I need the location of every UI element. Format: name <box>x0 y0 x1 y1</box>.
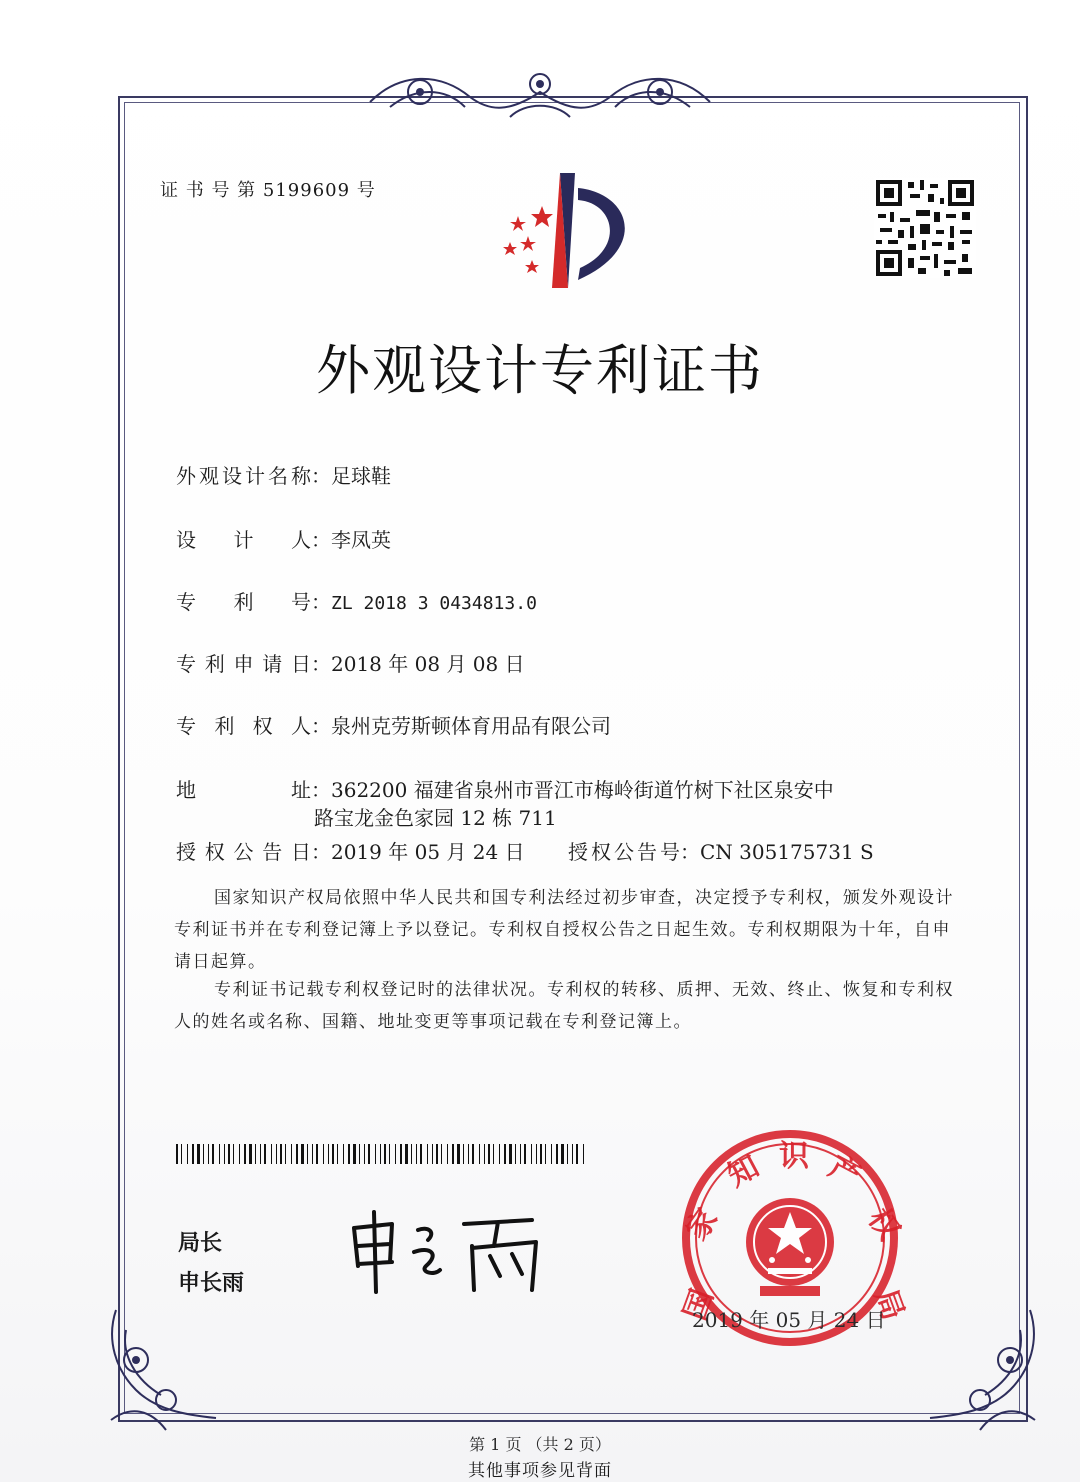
barcode-bar <box>280 1144 282 1164</box>
barcode-bar <box>447 1144 448 1164</box>
barcode-bar <box>452 1144 454 1164</box>
barcode-bar <box>384 1144 386 1164</box>
barcode-icon <box>176 1144 588 1164</box>
barcode-bar <box>296 1144 298 1164</box>
patentee-field <box>176 710 611 739</box>
patentee-label: 专 利 权 人 <box>176 714 311 738</box>
address-value-line1: 362200 福建省泉州市晋江市梅岭街道竹树下社区泉安中 <box>331 778 834 802</box>
barcode-bar <box>228 1144 230 1164</box>
patentee-value: 泉州克劳斯顿体育用品有限公司 <box>331 714 611 738</box>
barcode-bar <box>260 1144 261 1164</box>
barcode-bar <box>203 1144 204 1164</box>
colon: ： <box>311 714 331 738</box>
top-ornament <box>360 62 720 132</box>
barcode-bar <box>192 1144 194 1164</box>
director-signature <box>340 1206 580 1296</box>
barcode-bar <box>197 1144 200 1164</box>
barcode-bar <box>499 1144 500 1164</box>
barcode-bar <box>416 1144 417 1164</box>
designer-field <box>176 524 391 553</box>
barcode-bar <box>244 1144 246 1164</box>
barcode-bar <box>472 1144 474 1164</box>
barcode-bar <box>368 1144 370 1164</box>
barcode-bar <box>545 1144 546 1164</box>
designer-value: 李凤英 <box>331 528 391 552</box>
colon: ： <box>311 840 331 864</box>
colon: ： <box>680 840 700 864</box>
certificate-title: 外观设计专利证书 <box>316 339 764 402</box>
barcode-bar <box>463 1144 464 1164</box>
grant-date-value: 2019 年 05 月 24 日 <box>331 840 525 864</box>
colon: ： <box>311 778 331 802</box>
barcode-bar <box>348 1144 350 1164</box>
barcode-bar <box>181 1144 182 1164</box>
patent-no-label: 专 利 号 <box>176 590 311 614</box>
page-number: 第 1 页 （共 2 页） <box>469 1435 611 1454</box>
barcode-bar <box>524 1144 526 1164</box>
barcode-bar <box>307 1144 308 1164</box>
barcode-bar <box>323 1144 324 1164</box>
svg-text:国: 国 <box>677 1284 721 1325</box>
barcode-bar <box>561 1144 564 1164</box>
barcode-bar <box>405 1144 408 1164</box>
barcode-bar <box>208 1144 209 1164</box>
barcode-bar <box>583 1144 584 1164</box>
barcode-bar <box>441 1144 442 1164</box>
grant-date-field <box>176 836 525 865</box>
barcode-bar <box>359 1144 360 1164</box>
barcode-bar <box>389 1144 390 1164</box>
design-name-value: 足球鞋 <box>331 464 391 488</box>
address-line2 <box>314 802 557 831</box>
barcode-bar <box>400 1144 402 1164</box>
grant-no-field <box>568 836 874 865</box>
barcode-bar <box>520 1144 521 1164</box>
barcode-bar <box>479 1144 480 1164</box>
barcode-bar <box>337 1144 338 1164</box>
barcode-bar <box>301 1144 304 1164</box>
patent-no-value: ZL 2018 3 0434813.0 <box>331 593 537 614</box>
svg-text:权: 权 <box>860 1202 907 1247</box>
seal-date: 2019 年 05 月 24 日 <box>692 1308 886 1332</box>
colon: ： <box>311 652 331 676</box>
colon: ： <box>311 464 331 488</box>
barcode-bar <box>576 1144 578 1164</box>
barcode-bar <box>432 1144 433 1164</box>
barcode-bar <box>291 1144 292 1164</box>
filing-date-label: 专利申请日 <box>176 652 311 676</box>
barcode-bar <box>219 1144 220 1164</box>
director-title: 局长 <box>178 1231 223 1256</box>
barcode-bar <box>509 1144 512 1164</box>
barcode-bar <box>531 1144 532 1164</box>
barcode-bar <box>488 1144 490 1164</box>
address-field <box>176 774 834 803</box>
colon: ： <box>311 590 331 614</box>
address-label: 地 址 <box>176 778 311 802</box>
colon: ： <box>311 528 331 552</box>
barcode-bar <box>285 1144 286 1164</box>
filing-date-field <box>176 648 525 677</box>
address-value-line2: 路宝龙金色家园 12 栋 711 <box>314 806 557 830</box>
legal-status-paragraph: 专利证书记载专利权登记时的法律状况。专利权的转移、质押、无效、终止、恢复和专利权人的姓名或名称、国籍、地址变更等事项记载在专利登记簿上。 <box>174 980 954 1032</box>
cnipa-logo-icon <box>490 168 650 298</box>
bottom-right-ornament <box>920 1300 1050 1440</box>
barcode-bar <box>395 1144 396 1164</box>
barcode-bar <box>536 1144 537 1164</box>
barcode-bar <box>316 1144 318 1164</box>
design-name-label: 外观设计名称 <box>176 464 311 488</box>
barcode-bar <box>332 1144 334 1164</box>
barcode-bar <box>515 1144 516 1164</box>
svg-text:局: 局 <box>867 1284 911 1325</box>
svg-text:产: 产 <box>823 1149 866 1195</box>
barcode-bar <box>436 1144 438 1164</box>
bottom-left-ornament <box>96 1300 226 1440</box>
barcode-bar <box>484 1144 485 1164</box>
designer-label: 设 计 人 <box>176 528 311 552</box>
barcode-bar <box>468 1144 469 1164</box>
barcode-bar <box>224 1144 225 1164</box>
grant-no-label: 授权公告号 <box>568 840 680 864</box>
barcode-bar <box>328 1144 329 1164</box>
barcode-bar <box>364 1144 365 1164</box>
barcode-bar <box>493 1144 494 1164</box>
barcode-bar <box>504 1144 506 1164</box>
grant-no-value: CN 305175731 S <box>700 840 874 864</box>
barcode-bar <box>271 1144 272 1164</box>
patent-no-field <box>176 586 537 615</box>
decision-paragraph: 国家知识产权局依照中华人民共和国专利法经过初步审查，决定授予专利权，颁发外观设计专利证书并在专利登记簿上予以登记。专利权自授权公告之日起生效。专利权期限为十年，自申请日起算。 <box>174 888 954 972</box>
barcode-bar <box>411 1144 412 1164</box>
barcode-bar <box>551 1144 552 1164</box>
footer-note: 其他事项参见背面 <box>468 1461 612 1481</box>
barcode-bar <box>255 1144 256 1164</box>
barcode-bar <box>572 1144 573 1164</box>
director-name: 申长雨 <box>178 1271 245 1296</box>
barcode-bar <box>353 1144 356 1164</box>
barcode-bar <box>187 1144 188 1164</box>
qr-code-icon <box>874 178 976 278</box>
svg-text:识: 识 <box>779 1139 809 1174</box>
grant-date-label: 授权公告日 <box>176 840 311 864</box>
barcode-bar <box>233 1144 234 1164</box>
barcode-bar <box>249 1144 252 1164</box>
certificate-number: 证 书 号 第 5199609 号 <box>160 180 376 201</box>
svg-text:家: 家 <box>679 1202 726 1247</box>
filing-date-value: 2018 年 08 月 08 日 <box>331 652 525 676</box>
barcode-bar <box>212 1144 214 1164</box>
barcode-bar <box>375 1144 376 1164</box>
barcode-bar <box>264 1144 266 1164</box>
design-name-field <box>176 460 391 489</box>
barcode-bar <box>567 1144 568 1164</box>
barcode-bar <box>343 1144 344 1164</box>
barcode-bar <box>457 1144 460 1164</box>
barcode-bar <box>276 1144 277 1164</box>
barcode-bar <box>420 1144 422 1164</box>
barcode-bar <box>239 1144 240 1164</box>
barcode-bar <box>176 1144 178 1164</box>
barcode-bar <box>380 1144 381 1164</box>
barcode-bar <box>427 1144 428 1164</box>
barcode-bar <box>312 1144 313 1164</box>
barcode-bar <box>540 1144 542 1164</box>
svg-text:知: 知 <box>722 1149 765 1195</box>
barcode-bar <box>556 1144 558 1164</box>
